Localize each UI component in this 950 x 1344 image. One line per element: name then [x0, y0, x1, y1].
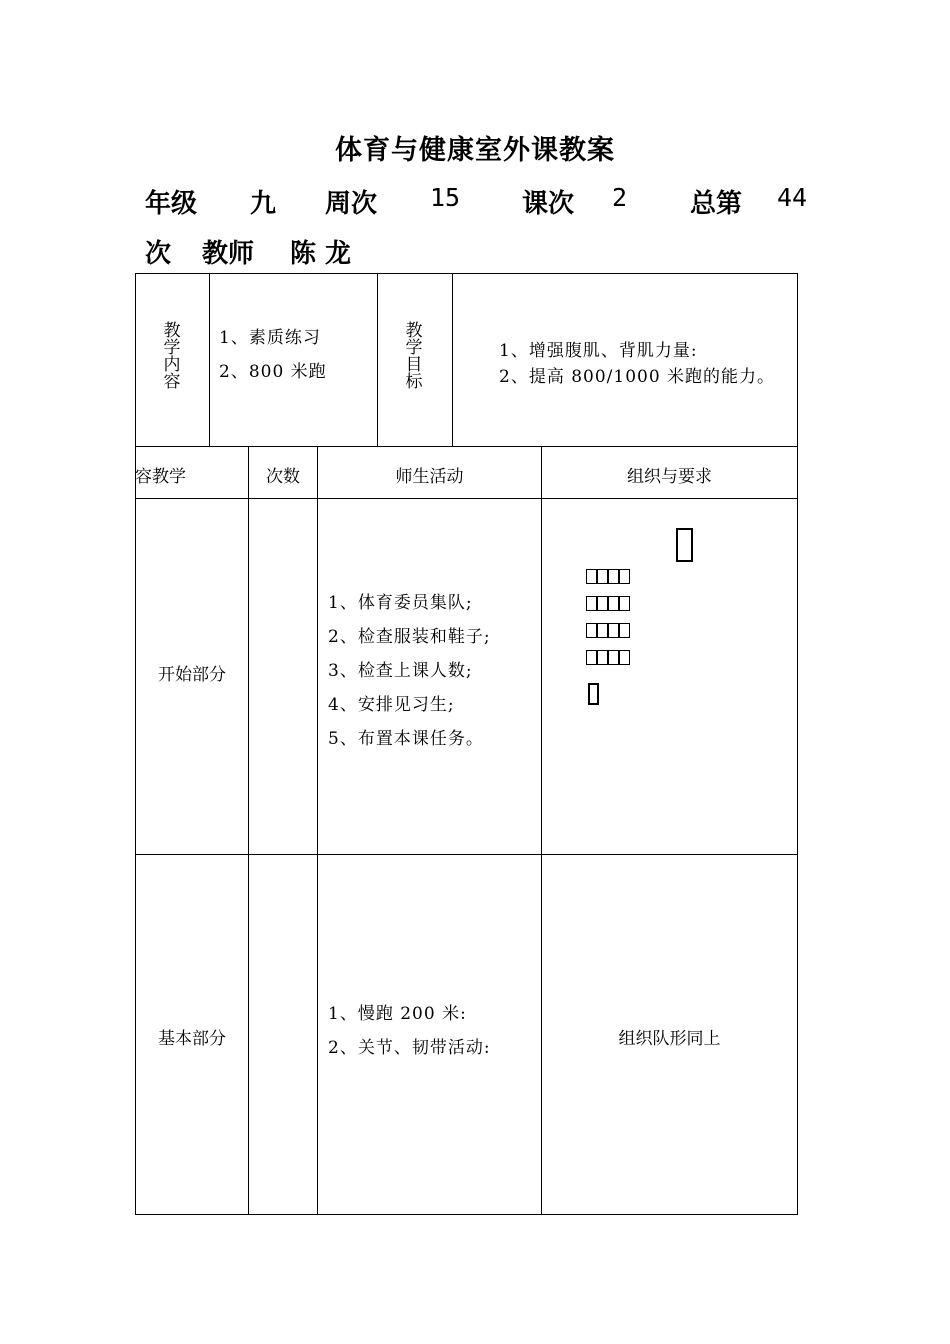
grade-label: 年级 — [145, 189, 198, 219]
total-label: 总第 — [690, 189, 743, 219]
start-activities — [328, 586, 491, 756]
goal-item: 1、增强腹肌、背肌力量: — [499, 341, 698, 361]
activity-item: 2、关节、韧带活动: — [328, 1038, 491, 1058]
activity-item: 3、检查上课人数; — [328, 661, 473, 681]
grade-value: 九 — [250, 189, 277, 219]
goal-item: 2、提高 800/1000 米跑的能力。 — [499, 367, 776, 387]
goal-label: 教 学 目 标 — [405, 321, 423, 392]
content-items — [219, 321, 327, 389]
col-header-organization: 组织与要求 — [627, 467, 712, 487]
activity-item: 2、检查服装和鞋子; — [328, 627, 491, 647]
content-item: 2、800 米跑 — [219, 362, 327, 382]
total-unit: 次 — [145, 239, 172, 269]
content-item: 1、素质练习 — [219, 328, 321, 348]
lesson-label: 课次 — [522, 189, 575, 219]
basic-organization: 组织队形同上 — [618, 1029, 721, 1049]
page-title: 体育与健康室外课教案 — [335, 135, 615, 166]
activity-item: 5、布置本课任务。 — [328, 729, 484, 749]
teacher-marker-icon — [676, 528, 693, 562]
section-name-basic: 基本部分 — [158, 1029, 226, 1049]
total-value: 44 — [777, 183, 808, 212]
teacher-label: 教师 — [202, 239, 255, 269]
col-header-activities: 师生活动 — [395, 467, 464, 487]
activity-item: 1、体育委员集队; — [328, 593, 473, 613]
col-header-count: 次数 — [266, 467, 300, 487]
goal-items — [499, 338, 775, 390]
activity-item: 1、慢跑 200 米: — [328, 1004, 467, 1024]
basic-activities — [328, 997, 491, 1065]
week-value: 15 — [430, 183, 461, 212]
lesson-value: 2 — [612, 183, 628, 212]
activity-item: 4、安排见习生; — [328, 695, 455, 715]
formation-boxes-icon — [586, 563, 630, 671]
section-name-start: 开始部分 — [158, 665, 226, 685]
student-marker-icon — [588, 683, 599, 705]
week-label: 周次 — [325, 189, 378, 219]
teacher-value: 陈 龙 — [290, 239, 352, 269]
col-header-content: 容教学 — [135, 467, 186, 487]
content-label: 教 学 内 容 — [163, 321, 181, 392]
